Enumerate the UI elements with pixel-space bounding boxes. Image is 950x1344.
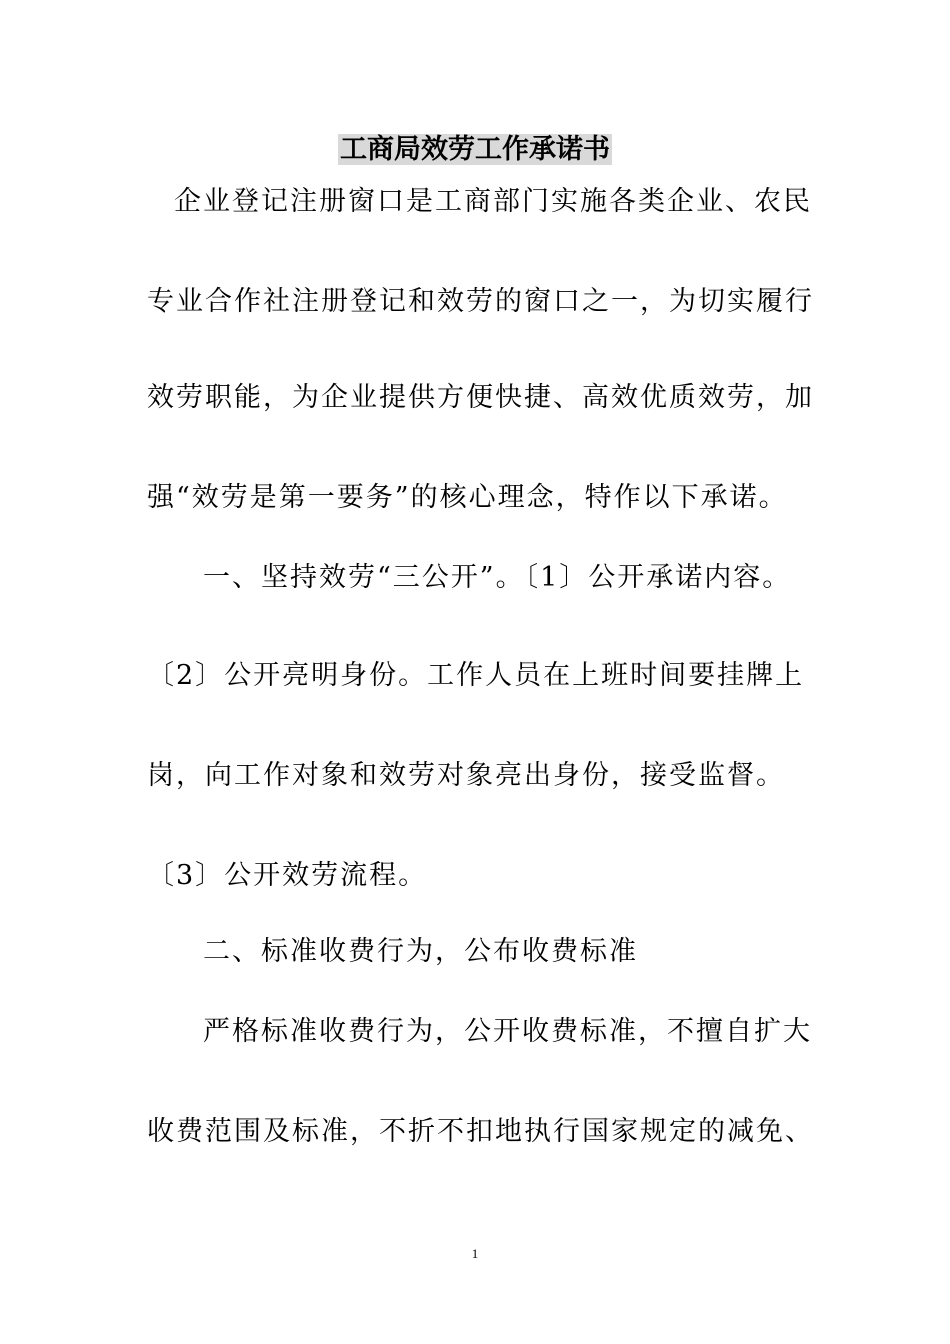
page-number: 1 — [471, 1246, 479, 1261]
body-line-4: 强“效劳是第一要务”的核心理念，特作以下承诺。 — [147, 482, 788, 513]
body-line-3: 效劳职能，为企业提供方便快捷、高效优质效劳，加 — [147, 382, 814, 413]
body-line-6: 〔2〕公开亮明身份。工作人员在上班时间要挂牌上 — [147, 660, 805, 691]
body-line-8: 〔3〕公开效劳流程。 — [147, 860, 428, 891]
body-line-5: 一、坚持效劳“三公开”。〔1〕公开承诺内容。 — [203, 562, 792, 593]
title-text: 工商局效劳工作承诺书 — [340, 134, 610, 165]
body-line-7: 岗，向工作对象和效劳对象亮出身份，接受监督。 — [147, 760, 785, 791]
section-heading-2: 二、标准收费行为，公布收费标准 — [203, 936, 638, 967]
document-title — [0, 130, 950, 170]
body-line-1: 企业登记注册窗口是工商部门实施各类企业、农民 — [174, 186, 812, 217]
body-line-11: 收费范围及标准，不折不扣地执行国家规定的减免、 — [147, 1116, 814, 1147]
body-line-10: 严格标准收费行为，公开收费标准，不擅自扩大 — [203, 1016, 812, 1047]
body-line-2: 专业合作社注册登记和效劳的窗口之一，为切实履行 — [147, 286, 814, 317]
